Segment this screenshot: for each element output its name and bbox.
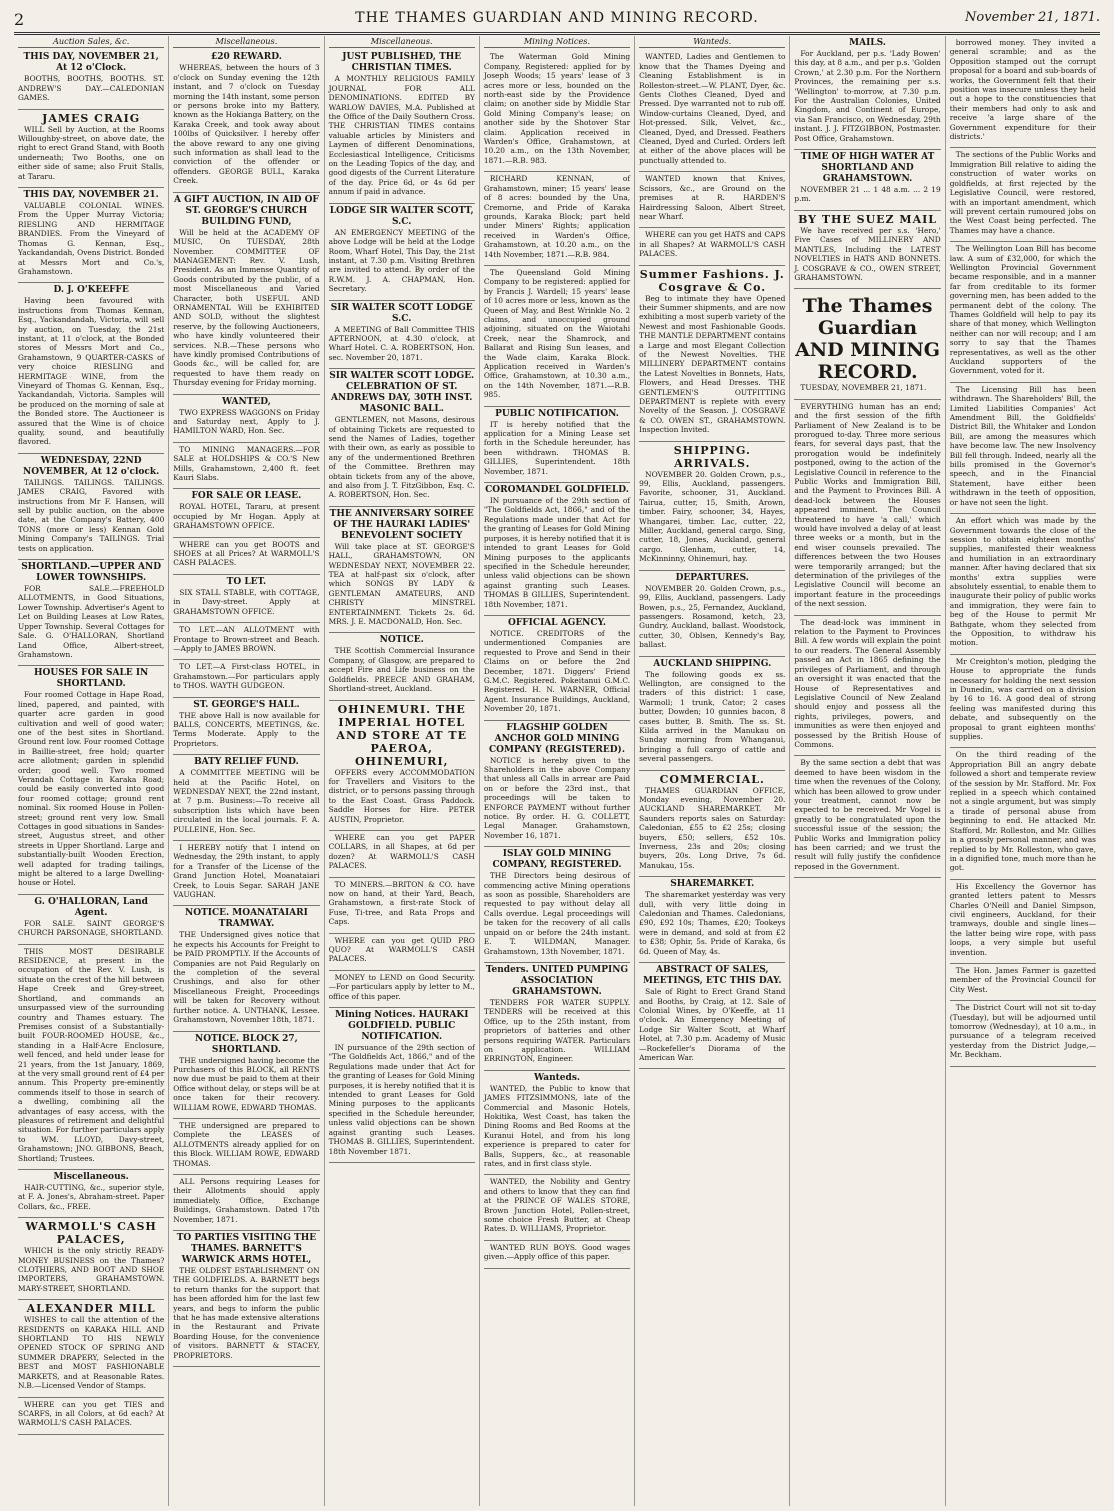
advertisement-item xyxy=(329,369,475,507)
advertisement-item xyxy=(173,443,319,490)
advertisement-item xyxy=(950,36,1096,148)
advertisement-item xyxy=(173,698,319,756)
advertisement-item xyxy=(173,755,319,841)
masthead-rule xyxy=(14,32,1100,33)
column-heading: Auction Sales, &c. xyxy=(18,36,164,48)
item-heading: THE ANNIVERSARY SOIREE OF THE HAURAKI LADIES' BENEVOLENT SOCIETY xyxy=(329,508,474,541)
item-heading: OHINEMURI. THE IMPERIAL HOTEL AND STORE AT TE PAEROA, OHINEMURI, xyxy=(336,702,467,768)
item-heading: D. J. O'KEEFFE xyxy=(53,285,129,296)
item-body-text: The Hon. James Farmer is gazetted member of the Provincial Council for City West. xyxy=(949,965,1096,994)
advertisement-item xyxy=(639,228,785,265)
item-heading: FLAGSHIP GOLDEN ANCHOR GOLD MINING COMPANY (REGISTERED). xyxy=(489,722,625,755)
item-body-text: WHERE can you get HATS and CAPS in all Shapes? At WARMOLL'S CASH PALACES. xyxy=(639,230,786,259)
issue-date: November 21, 1871. xyxy=(965,10,1100,25)
item-body-text: An effort which was made by the Government towards the close of the session to obtain eighteen months' supplies, manifested their weakness and humiliation in an extraordinary manner. After having declared that six months' extra supplies were absolutely essential, to enable them to inaugurate their policy of public works and immigration, they were fain to beg of the House to permit Mr Bathgate, whom they selected from the Opposition, to withdraw his motion. xyxy=(949,516,1096,648)
item-body-text: THE OLDEST ESTABLISHMENT ON THE GOLDFIELDS. A. BARNETT begs to return thanks for the support that has been afforded him for the last few years, and begs to inform the public that he has made extensive alterations in the Restaurant and Private Boarding House, for the convenience of visitors. BARNETT & STACEY, PROPRIETORS. xyxy=(173,1266,320,1360)
item-heading: SHORTLAND.—UPPER AND LOWER TOWNSHIPS. xyxy=(21,562,162,584)
advertisement-item xyxy=(639,571,785,657)
advertisement-item xyxy=(484,407,630,483)
item-body-text: GENTLEMEN, not Masons, desirous of obtaining Tickets are requested to send the Names of Ladies, together with their own, as early as possible to any of the undermentioned Brethren of the Committee. Brethren may obtain tickets from any of the above, and also from J. T. FitzGibbon, Esq. C. A. ROBERTSON, Hon. Sec. xyxy=(328,415,475,500)
page-number: 2 xyxy=(14,10,25,29)
column-heading: Wanteds. xyxy=(639,36,785,48)
item-heading: HOUSES FOR SALE IN SHORTLAND. xyxy=(34,668,149,690)
item-heading: ALEXANDER MILL xyxy=(26,1302,156,1316)
item-body-text: The dead-lock was imminent in relation to the Payment to Provinces Bill. A few words will explain the point to our readers. The General Assembly passed an Act in 1865 defining the privileges of Parliament, and through an oversight it was enacted that the House of Representatives and Legislative Council of New Zealand should enjoy and possess all the rights, privileges, powers, and immunities as were then enjoyed and possessed by the British House of Commons. xyxy=(794,617,941,749)
item-heading: MAILS. xyxy=(849,38,886,48)
advertisement-item xyxy=(173,1231,319,1367)
advertisement-item xyxy=(173,538,319,575)
item-heading: Miscellaneous. xyxy=(53,1172,129,1182)
masthead-rule-double xyxy=(14,34,1100,35)
advertisement-item xyxy=(950,242,1096,383)
item-body-text: AN EMERGENCY MEETING of the above Lodge will be held at the Lodge Room, Wharf Hotel, This Day, the 21st instant, at 7.30 p.m. Visiting Brethren are invited to attend. By order of the R.W.M. J. A. CHAPMAN, Hon. Secretary. xyxy=(328,227,475,294)
advertisement-item xyxy=(173,395,319,443)
item-body-text: THE above Hall is now available for BALLS, CONCERTS, MEETINGS, &c. Terms Moderate. Apply to the Proprietors. xyxy=(173,710,320,748)
advertisement-item xyxy=(329,1008,475,1163)
advertisement-item xyxy=(950,148,1096,242)
advertisement-item xyxy=(484,616,630,721)
item-body-text: WANTED, the Nobility and Gentry and others to know that they can find at the PRINCE OF WALES STORE, Brown Junction Hotel, Pollen-street, some choice Fresh Butter, at Cheap Rates. D. WILLIAMS, Proprietor. xyxy=(483,1177,631,1234)
item-body-text: The District Court will not sit to-day (Tuesday), but will be adjourned until tomorrow (Wednesday), at 10 a.m., in pursuance of a telegram received yesterday from the District Judge,—Mr. Beckham. xyxy=(949,1003,1096,1060)
advertisement-item xyxy=(173,193,319,395)
item-body-text: VALUABLE COLONIAL WINES. From the Upper Murray Victoria; RIESLING AND HERMITAGE BRANDIES. From the Vineyard of Thomas G. Kennan, Esq., Yackandandah, Ovens District. Bonded at Messrs Mort and Co.'s, Grahamstown. xyxy=(18,201,165,276)
item-body-text: TENDERS FOR WATER SUPPLY. TENDERS will be received at this Office, up to the 25th instant, from proprietors of batteries and other persons requiring WATER. Particulars on application. WILLIAM ERRINGTON, Engineer. xyxy=(483,997,631,1064)
advertisement-item xyxy=(18,560,164,666)
advertisement-item xyxy=(639,657,785,771)
item-body-text: The Licensing Bill has been withdrawn. The Shareholders' Bill, the Limited Liabilities Companies' Act Amendment Bill, the Goldfields' District Bill, the Whitaker and London Bill, are among the measures which have become law. The new Insolvency Bill fell through. Indeed, nearly all the bills promised in the Governor's speech, and in the Financial Statement, have either been withdrawn in the teeth of opposition, or have not seen the light. xyxy=(949,384,1096,507)
item-heading: SIR WALTER SCOTT LODGE. CELEBRATION OF ST. ANDREWS DAY, 30TH INST. MASONIC BALL. xyxy=(329,371,475,415)
item-heading: THIS DAY, NOVEMBER 21. xyxy=(23,190,159,201)
item-body-text: The following goods ex ss. Wellington, are consigned to the traders of this district: 1 case, Warmoll; 1 trunk, Cator; 2 cases butter, Dowden; 10 gunnies bacon, 8 cases butter, B. Smith. The ss. St. Kilda arrived in the Manukau on Sunday morning from Whanganui, bringing a full cargo of cattle and several passengers. xyxy=(639,669,786,764)
item-body-text: A MEETING of Ball Committee THIS AFTERNOON, at 4.30 o'clock, at Wharf Hotel. C. A. ROBERTSON, Hon. sec. November 20, 1871. xyxy=(328,324,475,362)
item-body-text: The Waterman Gold Mining Company, Registered: applied for by Joseph Woods; 15 years' lease of 3 acres more or less, bounded on the north-east side by the Providence claim; on another side by Middle Star Gold Mining Company's lease; on another side by the Shotover Star claim. Application received in Warden's Office, Grahamstown, at 10.20 a.m., on the 13th November, 1871.—R.B. 983. xyxy=(483,52,631,165)
item-body-text: THE undersigned having become the Purchasers of this BLOCK, all RENTS now due must be paid to them at their Office without delay, or steps will be at once taken for their recovery. WILLIAM ROWE, EDWARD THOMAS. xyxy=(173,1055,320,1112)
item-body-text: TAILINGS. TAILINGS. TAILINGS. JAMES CRAIG, Favored with instructions from Mr F. Hansen, will sell by public auction, on the above date, at the Company's Battery, 400 TONS (more or less) Kennan Gold Mining Company's TAILINGS. Trial tests on application. xyxy=(18,477,165,553)
item-heading: NOTICE. xyxy=(379,635,424,646)
columns-container xyxy=(14,36,1100,1506)
item-heading: WANTED, xyxy=(221,396,271,407)
item-body-text: On the third reading of the Appropriation Bill an angry debate followed a short and temperate review of the session by Mr. Stafford. Mr. Fox replied in a speech which contained not a single argument, but was simply a tirade of personal abuse from beginning to end. He attacked Mr. Stafford, Mr. Rolleston, and Mr. Gillies in a grossly personal manner, and was replied to by Mr. Rolleston, who gave, in a dignified tone, much more than he got. xyxy=(949,750,1096,873)
item-body-text: NOVEMBER 20. Golden Crown, p.s., 99, Ellis, Auckland, passengers. Lady Bowen, p.s., 25, Fernandez, Auckland, passengers. Rosamond, ketch, 23, Gundry, Auckland, ballast. Woodstock, cutter, 30, Oblsen, Kennedy's Bay, ballast. xyxy=(639,583,786,650)
advertisement-item xyxy=(18,50,164,109)
item-body-text: Four roomed Cottage in Hape Road, lined, papered, and painted, with quarter acre garden in good cultivation and well of good water; one of the best sites in Shortland. Ground rent low. Four roomed Cottage in Baillie-street, free hold; quarter acre allotment; garden in splendid order; good well. Two roomed Verandah Cottage in Karaka Road; could be easily converted into good four roomed cottage; ground rent nominal. Six roomed House in Pollen-street; ground rent very low. Small Cottages in good situations in Sandes-street, Augustus street, and other streets in Upper Shortland. Large and substantially-built Wooden Erection, well adapted for trading tailings, might be altered to a large Dwelling-house or Hotel. xyxy=(18,690,165,888)
advertisement-item xyxy=(329,831,475,878)
item-body-text: THE Undersigned gives notice that he expects his Accounts for Freight to be PAID PROMPTLY. If the Accounts of Companies are not Paid Regularly on the completion of the several Crushings, and also for other Miscellaneous Freight, Proceedings will be taken for Recovery without further notice. A. UNTHANK, Lessee. Grahamstown, November 18th, 1871. xyxy=(173,930,320,1025)
advertisement-item xyxy=(329,507,475,634)
item-body-text: EVERYTHING human has an end; and the first session of the fifth Parliament of New Zealand is to be prorogued to-day. Three more serious fears, for several days past, that the prorogation would be indefinitely postponed, owing to the action of the Legislative Council in reference to the Public Works and Immigration Bill, and the Payment to Provinces Bill. A dead-lock between the Houses appeared imminent. The Council threatened to have 'a call,' which would have involved a delay of at least three weeks or a month, but in the end wiser counsels prevailed. The differences between the two Houses were temporarily arranged; but the determination of the privileges of the Legislative Council will become an important feature in the proceedings of the next session. xyxy=(794,401,941,609)
item-body-text: A MONTHLY RELIGIOUS FAMILY JOURNAL FOR ALL DENOMINATIONS. EDITED BY WARLOW DAVIES, M.A. Published at the Office of the Daily Southern Cross. THE CHRISTIAN TIMES contains valuable articles by Ministers and Laymen of different Denominations, Ecclesiastical Intelligence, Criticisms on the Leading Topics of the day, and good digests of the Current Literature of the day. Price 6d, or 4s 6d per annum if paid in advance. xyxy=(328,74,475,197)
item-body-text: By the same section a debt that was deemed to have been wisdom in the time when the revenues of the Colony, which has been allowed to grow under your treatment, cannot now be expected to be received. Mr Vogel is greatly to be congratulated upon the successful issue of the session; the Public Works and Immigration policy has been carried; and we trust the result will fully justify the confidence reposed in the Government. xyxy=(794,758,941,871)
item-body-text: WHERE can you get PAPER COLLARS, in all Shapes, at 6d per dozen? At WARMOLL'S CASH PALACES. xyxy=(328,832,475,871)
advertisement-item xyxy=(329,701,475,831)
item-body-text: RICHARD KENNAN, of Grahamstown, miner; 15 years' lease of 8 acres: bounded by the Una, Cremorne, and Pride of Karaka grounds, Karaka Block; part held under Miners' Rights; application received in Warden's Office, Grahamstown, at 10.20 a.m., on the 14th November, 1871.—R.B. 984. xyxy=(483,174,631,259)
advertisement-item xyxy=(18,1398,164,1435)
item-heading: TIME OF HIGH WATER AT SHORTLAND AND GRAHAMSTOWN. xyxy=(800,152,935,185)
item-heading: COROMANDEL GOLDFIELD. xyxy=(485,485,629,496)
advertisement-item xyxy=(18,110,164,188)
column-2 xyxy=(169,36,324,1506)
masthead xyxy=(14,8,1100,32)
advertisement-item xyxy=(950,514,1096,655)
item-body-text: The Wellington Loan Bill has become law. A sum of £32,000, for which the Wellington Provincial Government became responsible, and in a manner far from creditable to its former governing men, has been added to the permanent debt of the colony. The Thames Goldfield will help to pay its share of that money, which Wellington neither can nor will recoup; and I am sorry to say that the Thames representatives, as well as the other Auckland supporters of the Government, voted for it. xyxy=(949,244,1096,376)
item-body-text: THAMES GUARDIAN OFFICE, Monday evening, November 20. AUCKLAND SHAREMARKET. Mr Saunders reports sales on Saturday: Caledonian, £55 to £2 25s; closing buyers, £50; sellers, £52 10s. Inverness, 23s and 20s; closing buyers, 20s. Long Drive, 7s 6d. Manukau, 15s. xyxy=(639,785,786,870)
advertisement-item xyxy=(18,1300,164,1397)
item-heading: Wanteds. xyxy=(533,1072,581,1083)
advertisement-item xyxy=(794,150,940,211)
advertisement-item xyxy=(794,289,940,399)
advertisement-item xyxy=(484,847,630,963)
item-body-text: Sale of Right to Erect Grand Stand and Booths, by Craig, at 12. Sale of Colonial Wines, by O'Keeffe, at 11 o'clock. An Emergency Meeting of Lodge Sir Walter Scott, at Wharf Hotel, at 7.30 p.m. Academy of Music—Rockefeller's Diorama of the American War. xyxy=(639,987,786,1062)
advertisement-item xyxy=(950,1001,1096,1066)
item-body-text: NOVEMBER 21 ... 1 48 a.m. ... 2 19 p.m. xyxy=(794,185,941,204)
item-body-text: THE Directors being desirous of commencing active Mining operations as soon as possible, Shareholders are requested to pay without delay all Calls overdue. Legal proceedings will be taken for the recovery of all calls unpaid on or before the 24th instant. E. T. WILDMAN, Manager. Grahamstown, 13th November, 1871. xyxy=(483,871,631,956)
advertisement-item xyxy=(484,50,630,172)
item-heading: Summer Fashions. J. Cosgrave & Co. xyxy=(639,267,785,294)
advertisement-item xyxy=(950,880,1096,964)
column-3 xyxy=(325,36,480,1506)
item-body-text: I HEREBY notify that I intend on Wednesday, the 29th instant, to apply for a Transfer of the License of the Grand Junction Hotel, Moanataiari Creek, to Louis Segar. SARAH JANE VAUGHAN. xyxy=(173,843,320,900)
item-body-text: THE undersigned are prepared to Complete the LEASES of ALLOTMENTS already applied for on this Block. WILLIAM ROWE, EDWARD THOMAS. xyxy=(173,1120,320,1168)
advertisement-item xyxy=(794,211,940,289)
advertisement-item xyxy=(484,1241,630,1269)
advertisement-item xyxy=(173,623,319,660)
advertisement-item xyxy=(173,575,319,623)
item-heading: THIS DAY, NOVEMBER 21, At 12 o'Clock. xyxy=(23,52,159,74)
item-body-text: TO LET.—AN ALLOTMENT with Frontage to Brown-street and Beach.—Apply to JAMES BROWN. xyxy=(173,625,320,653)
item-body-text: SIX STALL STABLE, with COTTAGE, in Davy-street. Apply at GRAHAMSTOWN OFFICE. xyxy=(173,587,320,616)
item-heading: G. O'HALLORAN, Land Agent. xyxy=(34,896,148,918)
item-heading: TO PARTIES VISITING THE THAMES. BARNETT'S WARWICK ARMS HOTEL, xyxy=(176,1233,317,1265)
item-heading: NOTICE. BLOCK 27, SHORTLAND. xyxy=(195,1033,298,1055)
item-body-text: Will take place at ST. GEORGE'S HALL, GRAHAMSTOWN, ON WEDNESDAY NEXT, NOVEMBER 22. TEA at half-past six o'clock, after which SONGS BY LADY & GENTLEMAN AMATEURS, AND CHRISTY MINSTREL ENTERTAINMENT. Tickets 2s. 6d. MRS. J. E. MACDONALD, Hon. Sec. xyxy=(328,541,475,627)
item-body-text: WANTED RUN BOYS. Good wages given.—Apply office of this paper. xyxy=(483,1242,631,1262)
item-body-text: WHERE can you get TIES and SCARFS, in all Colors, at 6d each? At WARMOLL'S CASH PALACES. xyxy=(18,1399,165,1428)
advertisement-item xyxy=(639,877,785,963)
item-heading: Mining Notices. HAURAKI GOLDFIELD. PUBLIC NOTIFICATION. xyxy=(334,1010,469,1043)
advertisement-item xyxy=(484,1175,630,1240)
item-heading: WARMOLL'S CASH PALACES, xyxy=(25,1220,157,1247)
item-body-text: TUESDAY, NOVEMBER 21, 1871. xyxy=(800,383,927,393)
advertisement-item xyxy=(639,771,785,878)
item-heading: PUBLIC NOTIFICATION. xyxy=(495,408,619,419)
item-heading: JAMES CRAIG xyxy=(42,111,141,125)
item-heading: FOR SALE OR LEASE. xyxy=(191,491,302,502)
advertisement-item xyxy=(484,266,630,407)
item-heading: SIR WALTER SCOTT LODGE S.C. xyxy=(330,302,473,324)
item-body-text: For Auckland, per p.s. 'Lady Bowen' this day, at 8 a.m., and per p.s. 'Golden Crown,' at 2.30 p.m. For the Northern Provinces, the remaining per s.s. 'Wellington' to-morrow, at 7.30 p.m. For the Australian Colonies, United Kingdom, and Continent of Europe, via San Francisco, on Wednesday, 29th instant. J. J. FITZGIBBON, Postmaster. Post Office, Grahamstown. xyxy=(794,49,941,143)
item-body-text: IT is hereby notified that the application for a Mining Lease set forth in the Schedule hereunder, has been withdrawn. THOMAS B. GILLIES, Superintendent. 18th November, 1871. xyxy=(483,419,631,476)
advertisement-item xyxy=(484,1071,630,1176)
item-body-text: FOR SALE.—FREEHOLD ALLOTMENTS, in Good Situations, Lower Township. Advertiser's Agent to Let on Building Leases at Low Rates, Upper Township. Several Cottages for Sale. G. O'HALLORAN, Shortland Land Office, Albert-street, Grahamstown. xyxy=(18,584,165,659)
advertisement-item xyxy=(950,383,1096,514)
item-body-text: ALL Persons requiring Leases for their Allotments should apply immediately. Office, Exchange Buildings, Grahamstown. Dated 17th November, 1871. xyxy=(173,1176,320,1224)
advertisement-item xyxy=(173,1119,319,1175)
advertisement-item xyxy=(173,841,319,906)
advertisement-item xyxy=(18,1170,164,1218)
item-body-text: TO LET.—A First-class HOTEL, in Grahamstown.—For particulars apply to THOS. WAYTH GUDGEON. xyxy=(173,662,320,691)
item-body-text: WISHES to call the attention of the RESIDENTS on KARAKA HILL AND SHORTLAND TO HIS NEWLY OPENED STOCK OF SPRING AND SUMMER DRAPERY, Selected in the BEST and MOST FASHIONABLE MARKETS, and at Reasonable Rates. N.B.—Licensed Vendor of Stamps. xyxy=(18,1315,165,1391)
item-body-text: The sharemarket yesterday was very dull, with very little doing in Caledonian and Thames. Caledonians, £90, £92 10s; Thames, £20; Tookeys were in demand, and sold at from £2 to £38; Ophir, 5s. Pride of Karaka, 6s 6d. Queen of May, 4s. xyxy=(639,890,786,956)
item-heading: WEDNESDAY, 22ND NOVEMBER, At 12 o'clock. xyxy=(23,455,160,477)
advertisement-item xyxy=(173,50,319,192)
item-body-text: NOTICE. CREDITORS of the undermentioned Companies are requested to Prove and Send in their Claims on or before the 2nd December, 1871. Diggers' Friend G.M.C. Registered. Pokeitanui G.M.C. Registered. H. N. WARNER, Official Agent. Insurance Buildings, Auckland, November 20, 1871. xyxy=(483,628,631,714)
item-heading: ISLAY GOLD MINING COMPANY, REGISTERED. xyxy=(492,849,622,871)
item-heading: NOTICE. MOANATAIARI TRAMWAY. xyxy=(185,908,308,930)
column-heading: Miscellaneous. xyxy=(173,36,319,48)
advertisement-item xyxy=(950,748,1096,879)
item-body-text: NOTICE is hereby given to the Shareholders in the above Company that unless all Calls in arrear are Paid on or before the 23rd inst., that proceedings will be taken to ENFORCE PAYMENT without further notice. By order. H. G. COLLETT, Legal Manager. Grahamstown, November 16, 1871. xyxy=(483,755,631,840)
advertisement-item xyxy=(18,945,164,1170)
item-body-text: His Excellency the Governor has granted letters patent to Messrs Charles O'Neill and Daniel Simpson, civil engineers, Auckland, for their tramways, double and single lines—the latter being wire rope, with pass loops, a very simple but useful invention. xyxy=(949,881,1096,957)
item-heading: AUCKLAND SHIPPING. xyxy=(653,658,772,669)
item-heading: Tenders. UNITED PUMPING ASSOCIATION GRAHAMSTOWN. xyxy=(485,964,629,997)
item-heading: SHIPPING. ARRIVALS. xyxy=(673,443,751,470)
advertisement-item xyxy=(329,50,475,203)
item-body-text: HAIR-CUTTING, &c., superior style, at F. A. Jones's, Abraham-street. Paper Collars, &c., FREE. xyxy=(18,1183,165,1211)
advertisement-item xyxy=(639,442,785,571)
column-4 xyxy=(480,36,635,1506)
item-body-text: THE Scottish Commercial Insurance Company, of Glasgow, are prepared to accept Fire and Life business on the Goldfields. PREECE AND GRAHAM, Shortland-street, Auckland. xyxy=(328,646,475,694)
item-body-text: Will be held at the ACADEMY OF MUSIC, On TUESDAY, 28th November. COMMITTEE OF MANAGEMENT: Rev. V. Lush, President. As an Immense Quantity of Goods contributed by the public, of a most Miscellaneous and Varied Character, both USEFUL AND ORNAMENTAL Will be EXHIBITED AND SOLD, without the slightest reserve, by the following Auctioneers, who have kindly volunteered their services. N.B.—These persons who have kindly promised Contributions of Goods &c., will be called for, are requested to have them ready on Thursday evening for Friday morning. xyxy=(173,227,320,388)
advertisement-item xyxy=(329,934,475,971)
advertisement-item xyxy=(18,454,164,560)
advertisement-item xyxy=(794,36,940,150)
column-1 xyxy=(14,36,169,1506)
item-body-text: WHEREAS, between the hours of 3 o'clock on Sunday evening the 12th instant, and 7 o'clock on Tuesday morning the 14th instant, some person or persons broke into my Battery, known as the Hokianga Battery, on the Karaka Creek, and took away about 100lbs of Quicksilver. I hereby offer the above reward to any one giving such information as shall lead to the conviction of the offender or offenders. GEORGE BULL, Karaka Creek. xyxy=(173,63,320,186)
item-body-text: TO MINING MANAGERS.—FOR SALE at HOLDSHIPS & CO.'S New Mills, Grahamstown, 2,400 ft. feet Kauri Slabs. xyxy=(173,444,320,483)
item-body-text: IN pursuance of the 29th section of "The Goldfields Act, 1866," and of the Regulations made under that Act for the granting of Leases for Gold Mining purposes, it is hereby notified that it is intended to grant Leases for Gold Mining purposes to the applicants specified in the Schedule hereunder, unless valid objections can be shown against granting such Leases. THOMAS B GILLIES, Superintendent. 18th November, 1871. xyxy=(483,496,631,609)
item-body-text: Having been favoured with instructions from Thomas Kennan, Esq., Yackandandah, Victoria, will sell by auction, on Tuesday, the 21st instant, at 11 o'clock, at the Bonded stores of Messrs Mort and Co., Grahamstown, 9 QUARTER-CASKS of very choice RIESLING and HERMITAGE WINE, from the Vineyard of Thomas G. Kennan, Esq., Yackandandah, Victoria. Samples will be produced on the morning of sale at the Bonded store. The Auctioneer is assured that the Wine is of choice quality, sound, and beautifully flavored. xyxy=(18,296,165,447)
item-body-text: WHERE can you get BOOTS and SHOES at all Prices? At WARMOLL'S CASH PALACES. xyxy=(173,539,320,568)
advertisement-item xyxy=(794,616,940,757)
advertisement-item xyxy=(18,283,164,454)
item-heading: BY THE SUEZ MAIL xyxy=(798,212,938,226)
item-body-text: The sections of the Public Works and Immigration Bill relative to aiding the construction of water works on goldfields, at first rejected by the Legislative Council, were restored, with an important amendment, which will prevent certain rumoured jobs on the West Coast being perfected. The Thames may have a chance. xyxy=(949,150,1096,235)
advertisement-item xyxy=(173,489,319,537)
advertisement-item xyxy=(639,963,785,1069)
item-body-text: WANTED known that Knives, Scissors, &c., are Ground on the premises at R. HARDEN'S Hairdressing Saloon, Albert Street, near Wharf. xyxy=(639,174,786,221)
item-heading: JUST PUBLISHED, THE CHRISTIAN TIMES. xyxy=(342,52,462,74)
column-5 xyxy=(635,36,790,1506)
advertisement-item xyxy=(329,204,475,301)
paper-title: THE THAMES GUARDIAN AND MINING RECORD. xyxy=(355,10,759,26)
column-heading: Mining Notices. xyxy=(484,36,630,48)
advertisement-item xyxy=(173,660,319,697)
item-body-text: NOVEMBER 20. Golden Crown, p.s., 99, Ellis, Auckland, passengers. Favorite, schooner, 31, Auckland. Tairua, cutter, 15, Smith, Arown, timber. Fairy, schooner, 34, Hayes, Whangarei, timber. Lac, cutter, 22, Miller, Auckland, general cargo. Sing, cutter, 18, Jones, Auckland, general cargo. Glenham, cutter, 14, McKinninny, Ohinemuri, hay. xyxy=(639,469,786,564)
newspaper-nameplate: The Thames Guardian AND MINING RECORD. xyxy=(795,295,941,384)
item-body-text: FOR SALE. SAINT GEORGE'S CHURCH PARSONAGE, SHORTLAND. xyxy=(18,918,165,938)
advertisement-item xyxy=(329,878,475,934)
item-heading: DEPARTURES. xyxy=(675,572,749,583)
advertisement-item xyxy=(794,756,940,878)
item-heading: ST. GEORGE'S HALL. xyxy=(193,699,300,710)
item-body-text: The Queensland Gold Mining Company to be registered: applied for by Francis J. Wardell; 15 years' lease of 10 acres more or less, known as the Queen of May, and Best Wrinkle No. 2 claims, and unoccupied ground adjoining, situated on the Waiotahi Creek, near the Shamrock, and Ballarat and Rising Sun leases, and the Wade claim, Karaka Block. Application received in Warden's Office, Grahamstown, at 10.30 a.m., on the 14th November, 1871.—R.B. 985. xyxy=(483,267,631,400)
advertisement-item xyxy=(18,895,164,945)
item-heading: OFFICIAL AGENCY. xyxy=(508,617,606,628)
item-heading: SHAREMARKET. xyxy=(670,879,755,890)
item-heading: £20 REWARD. xyxy=(210,52,282,63)
item-body-text: OFFERS every ACCOMMODATION for Travellers and Visitors to the district, or to persons passing through to the East Coast. Grass Paddock. Saddle Horses for Hire. PETER AUSTIN, Proprietor. xyxy=(328,767,475,824)
item-heading: A GIFT AUCTION, IN AID OF ST. GEORGE'S CHURCH BUILDING FUND, xyxy=(174,194,319,227)
item-body-text: borrowed money. They invited a general scramble; and as the Opposition stamped out the corrupt proposal for a board and sub-boards of works, the Government felt that their position was insecure unless they held out a hope to the constituencies that their members had only to ask and receive 'a large share of the Government expenditure for their districts.' xyxy=(949,38,1096,142)
advertisement-item xyxy=(173,906,319,1031)
advertisement-item xyxy=(18,188,164,283)
item-body-text: We have received per s.s. 'Hero,' Five Cases of MILLINERY AND MANTLES, Including the LATEST NOVELTIES in HATS AND BONNETS. J. COSGRAVE & CO., OWEN STREET, GRAHAMSTOWN. xyxy=(794,225,941,282)
advertisement-item xyxy=(18,666,164,895)
advertisement-item xyxy=(639,50,785,172)
advertisement-item xyxy=(950,964,1096,1001)
item-body-text: TWO EXPRESS WAGGONS on Friday and Saturday next, Apply to J. HAMILTON WARD, Hon. Sec. xyxy=(173,407,320,436)
column-heading: Miscellaneous. xyxy=(329,36,475,48)
advertisement-item xyxy=(484,721,630,848)
advertisement-item xyxy=(329,971,475,1008)
item-body-text: ROYAL HOTEL, Tararu, at present occupied by Mr Hogan. Apply at GRAHAMSTOWN OFFICE. xyxy=(173,502,320,531)
item-body-text: WANTED, Ladies and Gentlemen to know that the Thames Dyeing and Cleaning Establishment is in Rolleston-street.—W. PLANT, Dyer, &c. Gents Clothes Cleaned, Dyed and Pressed. Dye warranted not to rub off. Window-curtains Cleaned, Dyed, and Hot-pressed. Silk, Velvet, &c., Cleaned, Dyed, and Dressed. Feathers Cleaned, Dyed and Curled. Orders left at either of the above places will be punctually attended to. xyxy=(639,52,786,165)
advertisement-item xyxy=(639,172,785,228)
item-heading: ABSTRACT OF SALES, MEETINGS, ETC THIS DAY. xyxy=(642,965,782,987)
item-body-text: WHICH is the only strictly READY-MONEY BUSINESS on the Thames? CLOTHIERS, AND BOOT AND SHOE IMPORTERS, GRAHAMSTOWN. MARY-STREET, SHORTLAND. xyxy=(18,1246,165,1293)
advertisement-item xyxy=(329,633,475,700)
advertisement-item xyxy=(950,655,1096,749)
item-body-text: Mr Creighton's motion, pledging the House to appropriate the funds necessary for holding the next session in Dunedin, was carried on a division by 16 to 16. A good deal of strong feeling was manifested during this debate, and subsequently on the proposal to grant eighteen months' supplies. xyxy=(949,656,1096,742)
item-body-text: BOOTHS, BOOTHS, BOOTHS. ST. ANDREW'S DAY.—CALEDONIAN GAMES. xyxy=(18,74,165,103)
column-6 xyxy=(790,36,945,1506)
item-heading: COMMERCIAL. xyxy=(659,772,765,786)
item-body-text: MONEY to LEND on Good Security.—For particulars apply by letter to M., office of this paper. xyxy=(328,972,475,1001)
advertisement-item xyxy=(173,1175,319,1231)
item-body-text: WANTED, the Public to know that JAMES FITZSIMMONS, late of the Commercial and Masonic Hotels, Hokitika, West Coast, has taken the Dining Rooms and Bed Rooms at the Kuranui Hotel, and from his long experience is prepared to cater for Balls, Suppers, &c., at reasonable rates, and in first class style. xyxy=(483,1083,631,1168)
advertisement-item xyxy=(18,1218,164,1300)
item-heading: TO LET. xyxy=(226,576,267,587)
item-heading: BATY RELIEF FUND. xyxy=(194,757,299,768)
advertisement-item xyxy=(484,483,630,616)
item-body-text: Beg to intimate they have Opened their Summer shipments, and are now exhibiting a most superb variety of the Newest and most Fashionable Goods. THE MANTLE DEPARTMENT contains a Large and most Elegant Collection of the Newest Novelties. THE MILLINERY DEPARTMENT contains the Latest Novelties in Bonnets, Hats, Flowers, and Head Dresses. THE GENTLEMEN'S OUTFITTING DEPARTMENT is replete with every Novelty of the Season. J. COSGRAVE & CO. OWEN ST., GRAHAMSTOWN. Inspection Invited. xyxy=(639,293,786,435)
item-body-text: THIS MOST DESIRABLE RESIDENCE, at present in the occupation of the Rev. V. Lush, is situate on the crest of the hill between Hape Creek and Grey-street, Shortland, and commands an unsurpassed view of the surrounding country and Thames estuary. The Premises consist of a Substantially-built FOUR-ROOMED HOUSE, &c., standing in a Half-Acre Enclosure, well fenced, and held under lease for 21 years, from the 1st January, 1869, at the very small ground rent of £4 per annum. This Property pre-eminently commends itself to those in search of a dwelling, combining all the advantages of easy access, with the pleasures of retirement and delightful situation. For further particulars apply to WM. LLOYD, Davy-street, Grahamstown; JNO. GIBBONS, Beach, Shortland; Trustees. xyxy=(18,946,165,1163)
item-body-text: WILL Sell by Auction, at the Rooms Willoughby-street, on above date, the right to erect Grand Stand, with Booth underneath; Two Booths, one on either side of same; also Fruit Stalls, at Tararu. xyxy=(18,124,165,181)
advertisement-item xyxy=(484,963,630,1071)
item-body-text: TO MINERS.—BRITON & CO. have now on hand, at their Yard, Beach, Grahamstown, a first-rate Stock of Fuse, Ti-tree, and Rata Props and Caps. xyxy=(328,879,475,927)
advertisement-item xyxy=(484,172,630,266)
item-body-text: A COMMITTEE MEETING will be held at the Pacific Hotel, on WEDNESDAY NEXT, the 22nd instant, at 7 p.m. Business:—To receive all subscription lists which have been circulated in the local journals. F. A. PULLEINE, Hon. Sec. xyxy=(173,768,320,834)
item-body-text: WHERE can you get QUID PRO QUO? At WARMOLL'S CASH PALACES. xyxy=(328,935,475,964)
advertisement-item xyxy=(173,1032,319,1119)
column-7 xyxy=(946,36,1100,1506)
advertisement-item xyxy=(639,266,785,442)
item-body-text: IN pursuance of the 29th section of "The Goldfields Act, 1866," and of the Regulations made under that Act for the granting of Leases for Gold Mining purposes, it is hereby notified that it is intended to grant Leases for Gold Mining purposes to the applicants specified in the Schedule hereunder, unless valid objections can be shown against granting such Leases. THOMAS B. GILLIES, Superintendent. 18th November 1871. xyxy=(328,1043,475,1156)
item-heading: LODGE SIR WALTER SCOTT, S.C. xyxy=(329,205,474,227)
advertisement-item xyxy=(329,301,475,370)
advertisement-item xyxy=(794,400,940,616)
